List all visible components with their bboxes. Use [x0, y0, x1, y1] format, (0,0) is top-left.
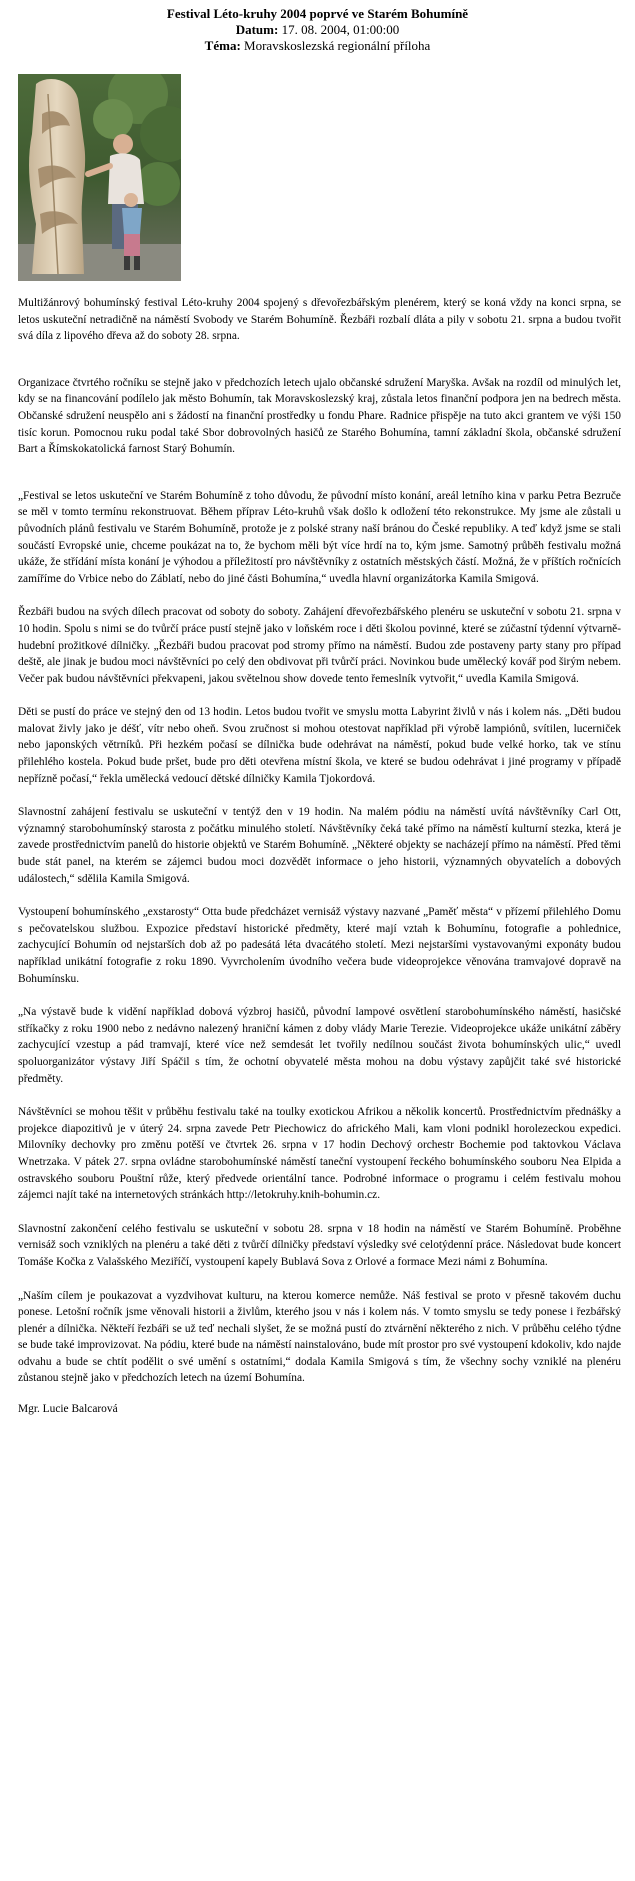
article-paragraph: Slavnostní zakončení celého festivalu se uskuteční v sobotu 28. srpna v 18 hodin na náměstí ve Starém Bohumíně. Proběhne vernisáž soch vzniklých na plenéru a také děti z tvůrčí dílničky představí výsledky své celotýdenní práce. Následovat bude koncert Tomáše Kočka z Valašského Meziříčí, vystoupení kapely Bublavá Sova z Orlové a formace Mezi námi z Bohumína. — [18, 1222, 621, 1268]
article-header — [10, 0, 625, 54]
article-photo — [18, 74, 181, 281]
theme-label: Téma: — [204, 38, 241, 53]
date-line — [10, 22, 625, 38]
article-paragraph: Multižánrový bohumínský festival Léto-kruhy 2004 spojený s dřevořezbářským plenérem, který se koná vždy na konci srpna, se letos uskuteční netradičně na náměstí Svobody ve Starém Bohumíně. Řezbáři rozbalí dláta a pily v sobotu 21. srpna a budou tvořit svá díla z lipového dřeva až do soboty 28. srpna. — [18, 297, 621, 343]
article-paragraph: Organizace čtvrtého ročníku se stejně jako v předchozích letech ujalo občanské sdružení Maryška. Avšak na rozdíl od minulých let, kdy se na financování podílelo jak město Bohumín, tak Moravskoslezský kraj, zůstala letos finanční podpora jen na bedrech města. Občanské sdružení neuspělo ani s žádostí na finanční prostředky u fondu Phare. Radnice přispěje na tuto akci grantem ve výši 150 tisíc korun. Pomocnou ruku podal také Sbor dobrovolných hasičů ze Starého Bohumína, tamní základní škola, občanské sdružení Bart a Římskokatolická farnost Starý Bohumín. — [18, 376, 621, 456]
theme-value: Moravskoslezská regionální příloha — [244, 38, 431, 53]
article-author: Mgr. Lucie Balcarová — [18, 1403, 118, 1416]
article-paragraph: „Na výstavě bude k vidění například dobová výzbroj hasičů, původní lampové osvětlení starobohumínského náměstí, hasičské stříkačky z roku 1900 nebo z nedávno nalezený hraniční kámen z doby vlády Marie Terezie. Videoprojekce ukáže unikátní záběry zachycující vzestup a pád tramvají, které více než semdesát let tvořily nedílnou součást života bohumínských ulic,“ uvedl spoluorganizátor výstavy Jiří Spáčil s tím, že ochotní obyvatelé města mohou na dobu výstavy zapůjčit také své historické předměty. — [18, 1006, 621, 1085]
article-paragraph: Řezbáři budou na svých dílech pracovat od soboty do soboty. Zahájení dřevořezbářského plenéru se uskuteční v sobotu 21. srpna v 10 hodin. Spolu s nimi se do tvůrčí práce pustí stejně jako v loňském roce i děti školou povinné, které se zúčastní týdenní výtvarně-hudební prožitkové dílničky. „Řezbáři budou pracovat pod stromy přímo na náměstí. Budou zde postaveny party stany pro případ deště, ale jinak je budou moci návštěvníci po celý den obdivovat při tvůrčí práci. Novinkou bude umělecký kovář pod širým nebem. Večer pak budou návštěvníci překvapeni, jakou světelnou show dovede tento řemeslník vytvořit,“ uvedla Kamila Smigová. — [18, 606, 621, 685]
article-paragraph: „Naším cílem je poukazovat a vyzdvihovat kulturu, na kterou komerce nemůže. Náš festival se proto v přesně takovém duchu ponese. Letošní ročník jsme věnovali historii a živlům, kterého jsou v nás i kolem nás. V tomto smyslu se tedy ponese i řezbářský plenér a dílnička. Někteří řezbáři se už teď nechali slyšet, že se možná pustí do ztvárnění některého z nich. V průběhu celého týdne se bude také improvizovat. Na pódiu, které bude na náměstí nainstalováno, bude mít prostor pro své vystoupení kdokoliv, kdo najde odvahu a bude se chtít podělit o své umění s ostatními,“ dodala Kamila Smigová s tím, že všechny sochy vzniklé na plenéru zůstanou stejně jako v předchozích letech na území Bohumína. — [18, 1289, 621, 1385]
article-body — [10, 295, 625, 1387]
date-label: Datum: — [235, 22, 279, 37]
article-paragraph: „Festival se letos uskuteční ve Starém Bohumíně z toho důvodu, že původní místo konání, areál letního kina v parku Petra Bezruče se měl v tomto termínu rekonstruovat. Během příprav Léto-kruhů však došlo k odložení této rekonstrukce. My jsme ale zůstali u původních plánů festivalu ve Starém Bohumíně, protože je z polské strany naší bránou do České republiky. A teď když jsme se stali součástí Evropské unie, chceme poukázat na to, že bychom měli být více hrdí na to, kým jsme. Samotný průběh festivalu možná ukáže, že střídání místa konání je výhodou a příležitostí pro návštěvníky z ostatních městských částí. Možná, že v příštích ročnících zamíříme do Vrbice nebo do Záblatí, nebo do jiné části Bohumína,“ uvedla hlavní organizátorka Kamila Smigová. — [18, 489, 621, 585]
article-paragraph: Vystoupení bohumínského „exstarosty“ Otta bude předcházet vernisáž výstavy nazvané „Paměť města“ v přízemí přilehlého Domu s pečovatelskou službou. Expozice představí historické předměty, které mají vztah k Bohumínu, fotografie a pohlednice, zachycující Bohumín od nejstarších dob až po padesátá léta dvacátého století. Mezi nejstaršími vystavovanými exponáty budou například unikátní fotografie z roku 1890. Vyvrcholením úvodního večera bude videoprojekce věnována tramvajové dopravě na Bohumínsku. — [18, 906, 621, 985]
photo-wood-sculpture-icon — [18, 74, 181, 281]
article-paragraph: Návštěvníci se mohou těšit v průběhu festivalu také na toulky exotickou Afrikou a několik koncertů. Prostřednictvím přednášky a projekce diapozitivů je v úterý 24. srpna zavede Petr Piechowicz do afrického Mali, kam vloni podnikl horolezeckou expedici. Milovníky dechovky pro změnu potěší ve čtvrtek 26. srpna v 17 hodin Dechový orchestr Bochemie pod taktovkou Václava Wnetrzaka. V pátek 27. srpna ovládne starobohumínské náměstí taneční vystoupení řeckého bohumínského souboru Nea Elpida a ostravského souboru Pouštní růže, který předvede orientální tance. Podrobné informace o programu i celém festivalu mohou zájemci najít také na internetových stránkách http://letokruhy.knih-bohumin.cz. — [18, 1106, 621, 1202]
article-title: Festival Léto-kruhy 2004 poprvé ve Starém Bohumíně — [166, 6, 469, 21]
date-value: 17. 08. 2004, 01:00:00 — [281, 22, 400, 37]
article-paragraph: Slavnostní zahájení festivalu se uskuteční v tentýž den v 19 hodin. Na malém pódiu na náměstí uvítá návštěvníky Carl Ott, významný starobohumínský starosta z počátku minulého století. Návštěvníky čeká také přímo na náměstí kulturní stezka, která je zavede prostřednictvím panelů do historie objektů ve Starém Bohumíně. „Některé objekty se nacházejí přímo na náměstí. Před těmi bude stát panel, na kterém se zájemci budou moci dozvědět informace o jeho historii, významných obyvatelích a dobových událostech,“ sdělila Kamila Smigová. — [18, 806, 621, 885]
article-paragraph: Děti se pustí do práce ve stejný den od 13 hodin. Letos budou tvořit ve smyslu motta Labyrint živlů v nás i kolem nás. „Děti budou malovat živly jako je déšť, vítr nebo oheň. Svou zručnost si mohou otestovat například při výrobě lampiónů, svítilen, lucerniček nebo japonských větrníků. Při hezkém počasí se dílnička bude odehrávat na náměstí, pokud bude velké horko, tak ve stínu přilehlého kostela. Pokud bude pršet, bude pro děti otevřena místní škola, ve které se budou odehrávat i jiné programy v případě nepřízně počasí,“ řekla umělecká vedoucí dětské dílničky Kamila Tjokordová. — [18, 706, 621, 785]
theme-line — [10, 38, 625, 54]
